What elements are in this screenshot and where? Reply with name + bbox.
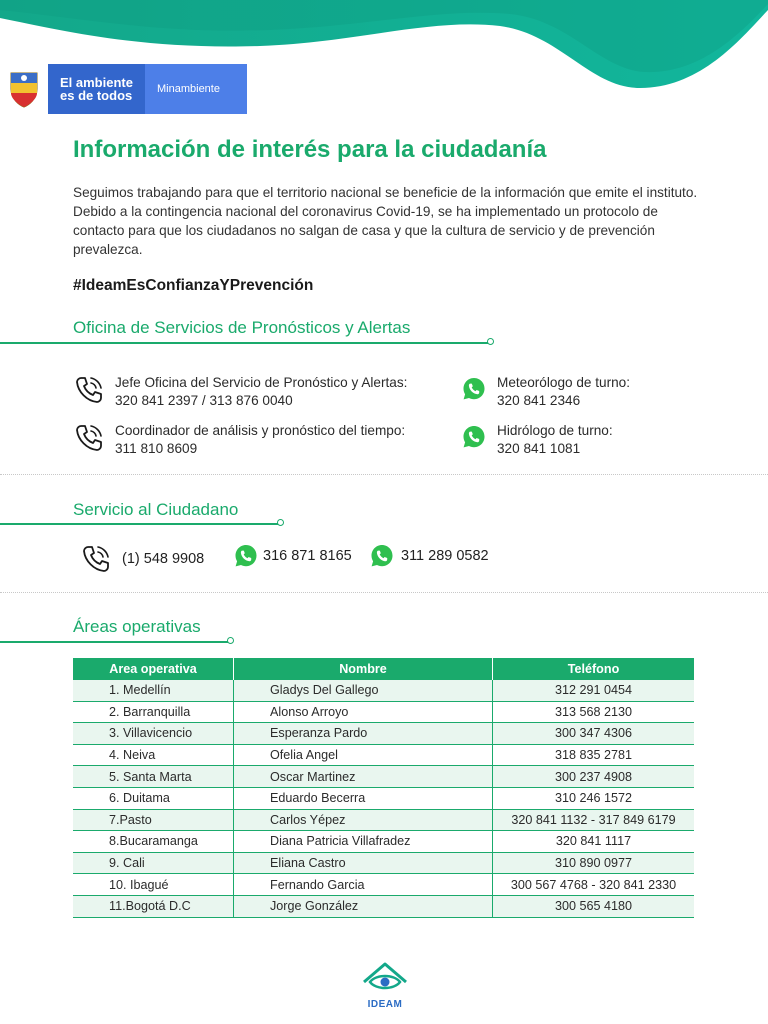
logo-slogan-line1: El ambiente xyxy=(60,75,133,90)
table-row xyxy=(73,787,694,809)
area-cell: 9. Cali xyxy=(73,852,234,874)
name-cell: Gladys Del Gallego xyxy=(234,680,493,701)
contact-phone[interactable]: 311 810 8609 xyxy=(115,441,198,456)
area-cell: 7.Pasto xyxy=(73,809,234,831)
logo-slogan xyxy=(48,64,145,114)
servicio-whatsapp-number[interactable]: 316 871 8165 xyxy=(263,548,352,564)
area-cell: 5. Santa Marta xyxy=(73,766,234,788)
phone-cell[interactable]: 320 841 1117 xyxy=(493,831,695,853)
section-underline-dot xyxy=(277,519,284,526)
name-cell: Oscar Martinez xyxy=(234,766,493,788)
name-cell: Diana Patricia Villafradez xyxy=(234,831,493,853)
table-row xyxy=(73,874,694,896)
name-cell: Eliana Castro xyxy=(234,852,493,874)
area-cell: 6. Duitama xyxy=(73,787,234,809)
section-underline-dot xyxy=(487,338,494,345)
column-header: Teléfono xyxy=(493,658,695,680)
logo-slogan-line2: es de todos xyxy=(60,88,133,103)
table-row xyxy=(73,766,694,788)
phone-cell[interactable]: 310 246 1572 xyxy=(493,787,695,809)
section-underline xyxy=(0,641,228,643)
ideam-label: IDEAM xyxy=(367,999,403,1010)
table-row xyxy=(73,809,694,831)
table-row xyxy=(73,895,694,917)
table-row xyxy=(73,680,694,701)
areas-table-body xyxy=(73,680,694,917)
area-cell: 11.Bogotá D.C xyxy=(73,895,234,917)
contact-jefe xyxy=(73,374,407,410)
table-row xyxy=(73,852,694,874)
name-cell: Fernando Garcia xyxy=(234,874,493,896)
table-row xyxy=(73,701,694,723)
section-title-servicio: Servicio al Ciudadano xyxy=(73,500,239,519)
ideam-logo xyxy=(357,960,413,1010)
servicio-phone-number[interactable]: (1) 548 9908 xyxy=(122,551,205,567)
name-cell: Esperanza Pardo xyxy=(234,723,493,745)
phone-cell[interactable]: 320 841 1132 - 317 849 6179 xyxy=(493,809,695,831)
whatsapp-icon xyxy=(461,376,487,402)
contact-role: Hidrólogo de turno: xyxy=(497,423,613,438)
contact-role: Jefe Oficina del Servicio de Pronóstico y Alertas: xyxy=(115,375,408,390)
area-cell: 10. Ibagué xyxy=(73,874,234,896)
whatsapp-icon xyxy=(233,543,259,569)
section-divider xyxy=(0,592,768,593)
phone-cell[interactable]: 300 347 4306 xyxy=(493,723,695,745)
name-cell: Carlos Yépez xyxy=(234,809,493,831)
phone-cell[interactable]: 312 291 0454 xyxy=(493,680,695,701)
phone-cell[interactable]: 300 565 4180 xyxy=(493,895,695,917)
name-cell: Ofelia Angel xyxy=(234,744,493,766)
phone-cell[interactable]: 310 890 0977 xyxy=(493,852,695,874)
name-cell: Jorge González xyxy=(234,895,493,917)
phone-icon xyxy=(73,374,105,406)
intro-paragraph: Seguimos trabajando para que el territorio nacional se beneficie de la información que emite el instituto. Debido a la contingencia nacional del coronavirus Covid-19, se ha implementado un protocolo de contacto para que los ciudadanos no salgan de casa y que la cultura de servicio y de prevención prevalezca. xyxy=(73,185,698,257)
section-title-oficina: Oficina de Servicios de Pronósticos y Alertas xyxy=(73,318,411,337)
table-row xyxy=(73,831,694,853)
servicio-whatsapp-2 xyxy=(369,543,489,569)
ideam-eye-icon xyxy=(360,960,410,994)
phone-cell[interactable]: 300 237 4908 xyxy=(493,766,695,788)
hashtag: #IdeamEsConfianzaYPrevención xyxy=(73,277,314,294)
coat-of-arms-icon xyxy=(0,64,48,114)
contact-role: Coordinador de análisis y pronóstico del tiempo: xyxy=(115,423,406,438)
logo-ministry xyxy=(145,64,247,114)
contact-hidrologo xyxy=(461,422,613,458)
table-row xyxy=(73,723,694,745)
area-cell: 4. Neiva xyxy=(73,744,234,766)
phone-cell[interactable]: 313 568 2130 xyxy=(493,701,695,723)
servicio-phone xyxy=(80,543,204,575)
contact-phone[interactable]: 320 841 2397 / 313 876 0040 xyxy=(115,393,293,408)
area-cell: 3. Villavicencio xyxy=(73,723,234,745)
column-header: Nombre xyxy=(234,658,493,680)
section-underline-dot xyxy=(227,637,234,644)
name-cell: Eduardo Becerra xyxy=(234,787,493,809)
contact-coordinador xyxy=(73,422,405,458)
government-logo xyxy=(0,64,247,114)
section-divider xyxy=(0,474,768,475)
logo-ministry-label: Minambiente xyxy=(157,83,220,95)
table-row xyxy=(73,744,694,766)
contact-phone[interactable]: 320 841 2346 xyxy=(497,393,581,408)
area-cell: 8.Bucaramanga xyxy=(73,831,234,853)
contact-role: Meteorólogo de turno: xyxy=(497,375,631,390)
servicio-whatsapp-number[interactable]: 311 289 0582 xyxy=(401,548,489,564)
page-title: Información de interés para la ciudadanía xyxy=(73,136,547,163)
areas-table xyxy=(73,658,694,918)
whatsapp-icon xyxy=(369,543,395,569)
table-header-row xyxy=(73,658,694,680)
phone-cell[interactable]: 300 567 4768 - 320 841 2330 xyxy=(493,874,695,896)
contact-meteorologo xyxy=(461,374,630,410)
area-cell: 2. Barranquilla xyxy=(73,701,234,723)
column-header: Area operativa xyxy=(73,658,234,680)
whatsapp-icon xyxy=(461,424,487,450)
section-title-areas: Áreas operativas xyxy=(73,617,201,636)
phone-icon xyxy=(80,543,112,575)
name-cell: Alonso Arroyo xyxy=(234,701,493,723)
section-underline xyxy=(0,342,488,344)
contact-phone[interactable]: 320 841 1081 xyxy=(497,441,581,456)
phone-cell[interactable]: 318 835 2781 xyxy=(493,744,695,766)
servicio-whatsapp-1 xyxy=(233,543,352,569)
section-underline xyxy=(0,523,278,525)
phone-icon xyxy=(73,422,105,454)
area-cell: 1. Medellín xyxy=(73,680,234,701)
